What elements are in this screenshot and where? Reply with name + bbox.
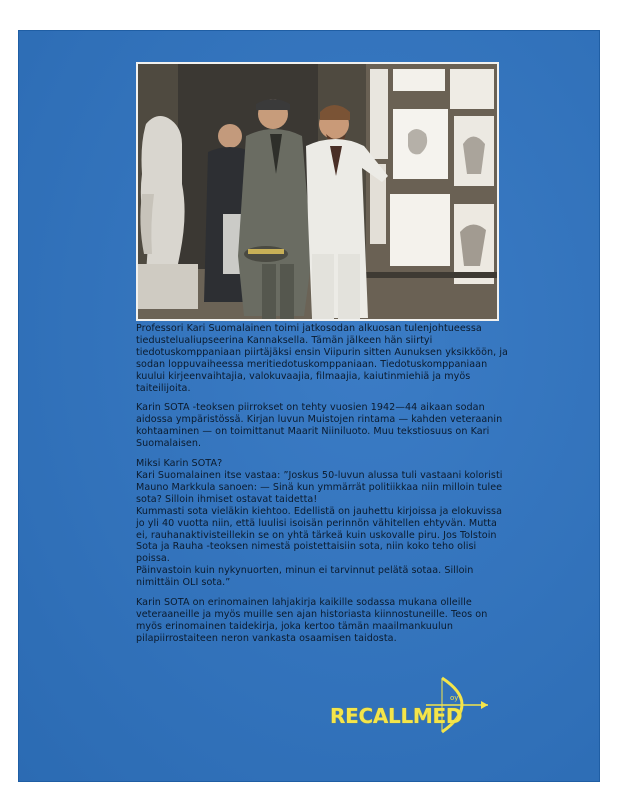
publisher-suffix: oy bbox=[450, 694, 459, 702]
paragraph-author-bio: Professori Kari Suomalainen toimi jatkosodan alkuosan tulenjohtueessa tiedustelualiupseerina Kannaksella. Tämän jälkeen hän siirtyi tiedotuskomppaniaan piirtäjäksi ensin Viipurin sitten Aunuksen yksikköön, ja sodan loppuvaiheessa meritiedotuskomppaniaan. Tiedotuskomppaniaan kuului kirjeenvaihtajia, valokuvaajia, filmaajia, kaiutinmiehiä ja myös taiteilijoita. bbox=[136, 323, 508, 394]
paragraph-why-heading: Miksi Karin SOTA? bbox=[136, 458, 223, 470]
publisher-logo bbox=[330, 674, 490, 734]
publisher-name: RECALLMED bbox=[330, 704, 463, 728]
back-cover-description bbox=[136, 323, 508, 653]
paragraph-gift-book: Karin SOTA on erinomainen lahjakirja kaikille sodassa mukana olleille veteraaneille ja myös muille sen ajan historiasta kiinnostuneille. Teos on myös erinomainen taidekirja, joka kertoo tämän maailmankuulun pilapiirrostaiteen neron vankasta osaamisen taidosta. bbox=[136, 597, 488, 644]
cover-photo bbox=[136, 62, 499, 321]
paragraph-drawings-info: Karin SOTA -teoksen piirrokset on tehty vuosien 1942—44 aikaan sodan aidossa ympäristössä. Kirjan luvun Muistojen rintama — kahden veteraanin kohtaaminen — on toimittanut Maarit Niiniluoto. Muu tekstiosuus on Kari Suomalaisen. bbox=[136, 402, 503, 450]
paragraph-quote-war: Kummasti sota vieläkin kiehtoo. Edellistä on jauhettu kirjoissa ja elokuvissa jo yli 40 vuotta niin, että luulisi isoisän perinnön vähitellen ehtyvän. Mutta ei, rauhanaktivisteillekin se on yhtä tärkeä kuin uskovalle piru. Jos Tolstoin Sota ja Rauha -teoksen nimestä poistettaisiin sota, niin koko teho olisi poissa. bbox=[136, 505, 503, 565]
paragraph-quote-intro: Kari Suomalainen itse vastaa: ”Joskus 50-luvun alussa tuli vastaani koloristi Mauno Markkula sanoen: — Sinä kun ymmärrät politiikkaa niin milloin tulee sota? Silloin ihmiset ostavat taidetta! bbox=[136, 469, 503, 505]
photo-illustration bbox=[138, 64, 497, 319]
paragraph-quote-end: Päinvastoin kuin nykynuorten, minun ei tarvinnut pelätä sotaa. Silloin nimittäin OLI sota.” bbox=[136, 565, 474, 589]
